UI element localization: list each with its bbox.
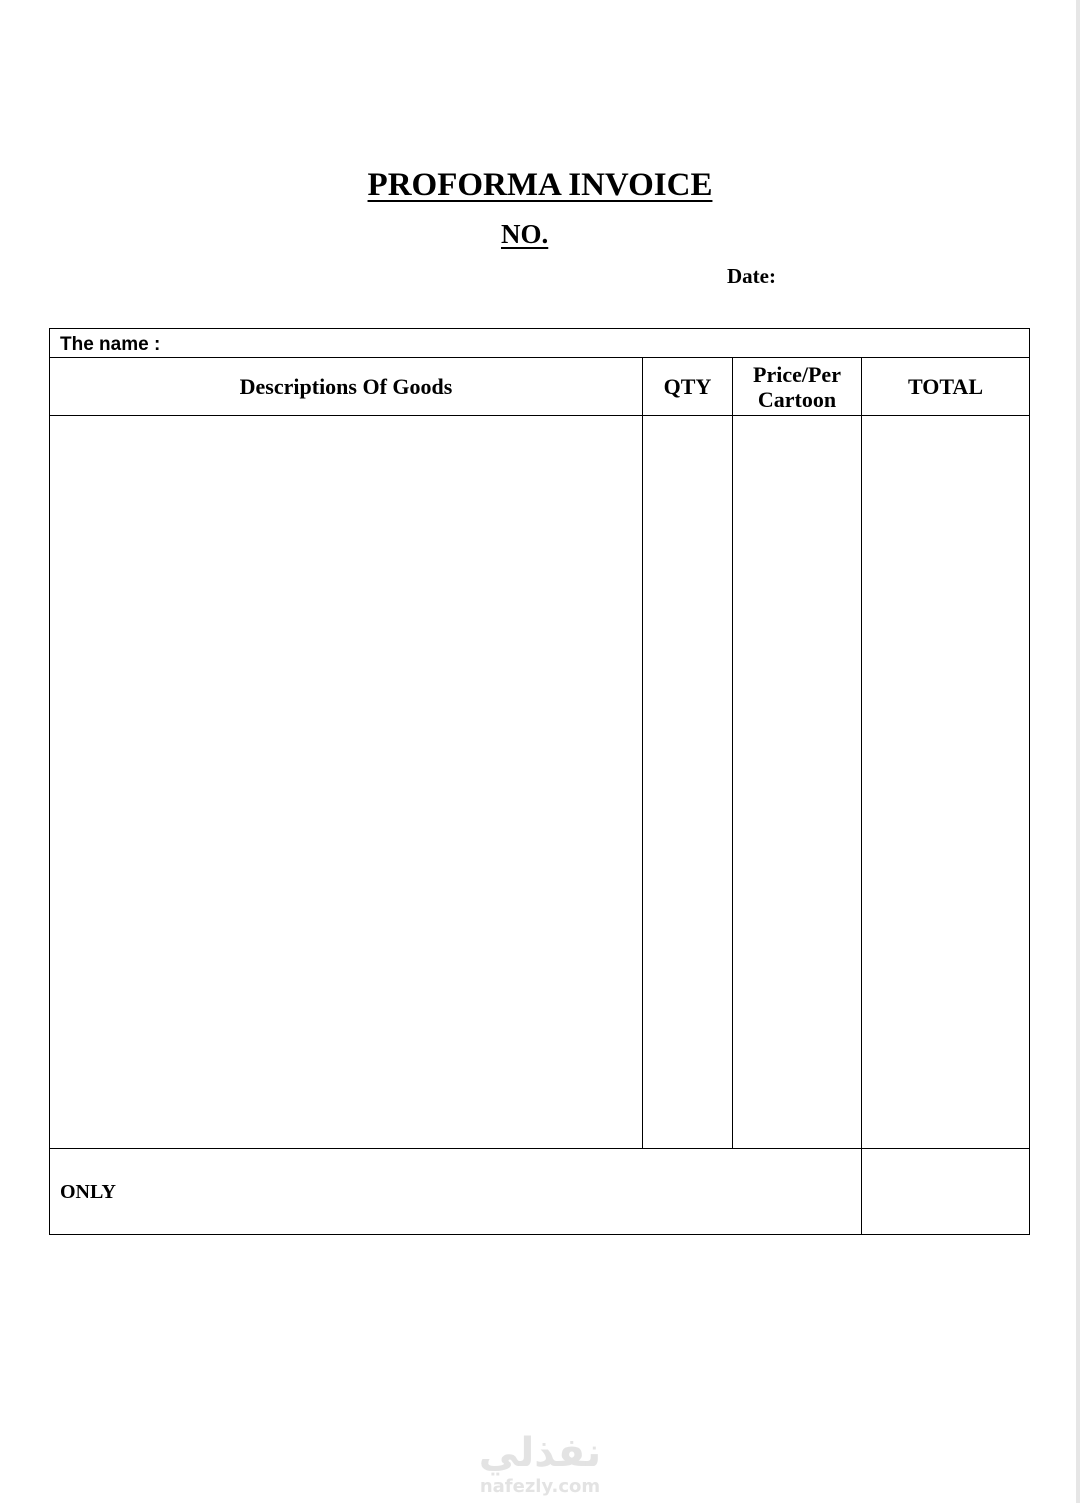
document-title: PROFORMA INVOICE [367, 167, 713, 203]
header-row-divider [50, 415, 1029, 416]
header-description-label: Descriptions Of Goods [239, 374, 453, 399]
header-price-per-cartoon [733, 358, 861, 415]
page-edge [1076, 0, 1080, 1503]
column-divider-description-qty [642, 357, 643, 1149]
header-qty-label: QTY [663, 374, 712, 399]
nafezly-watermark [440, 1430, 640, 1498]
watermark-logo-text: نفذلي [478, 1430, 602, 1476]
column-divider-price-total [861, 357, 862, 1234]
header-price-line1: Price/Per [753, 361, 841, 387]
header-total [862, 358, 1029, 415]
date-label: Date: [727, 264, 776, 288]
invoice-number-label: NO. [501, 219, 549, 249]
customer-name-label: The name : [60, 334, 161, 355]
body-footer-divider [50, 1148, 1029, 1149]
amount-in-words-label: ONLY [60, 1181, 116, 1203]
header-price-line2: Cartoon [757, 386, 837, 412]
column-divider-qty-price [732, 357, 733, 1149]
header-total-label: TOTAL [908, 374, 983, 399]
header-description [50, 358, 642, 415]
invoice-table [49, 328, 1030, 1235]
header-qty [643, 358, 732, 415]
watermark-domain: nafezly.com [479, 1476, 601, 1497]
